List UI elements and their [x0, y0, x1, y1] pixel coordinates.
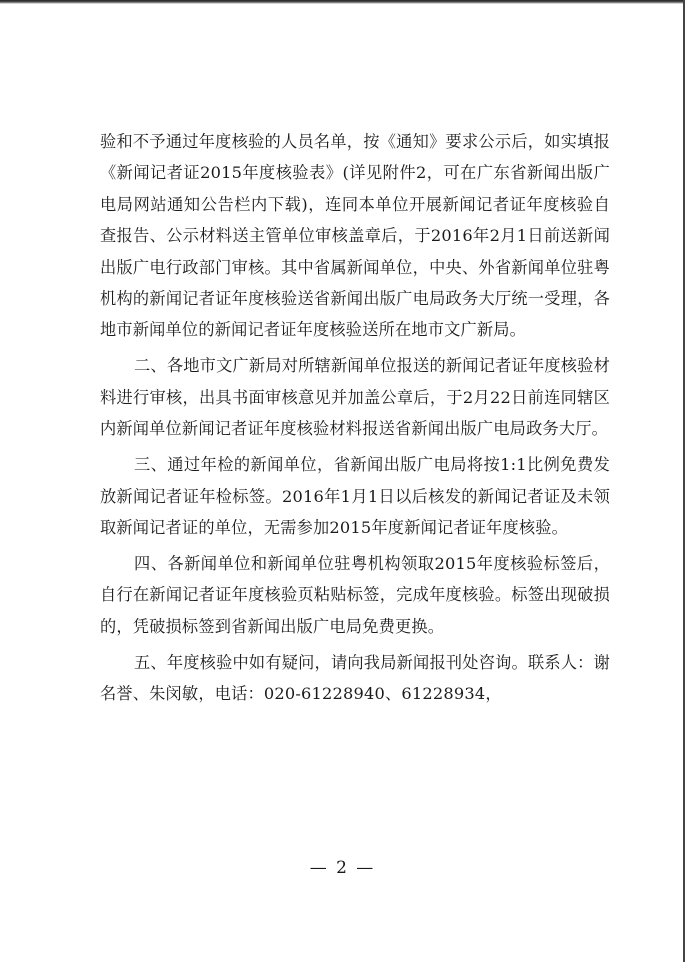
document-body — [100, 126, 610, 710]
scan-border-top — [0, 0, 685, 4]
paragraph-item-4: 四、各新闻单位和新闻单位驻粤机构领取2015年度核验标签后，自行在新闻记者证年度核验页粘贴标签，完成年度核验。标签出现破损的，凭破损标签到省新闻出版广电局免费更换。 — [100, 554, 610, 636]
paragraph-item-2: 二、各地市文广新局对所辖新闻单位报送的新闻记者证年度核验材料进行审核，出具书面审核意见并加盖公章后，于2月22日前连同辖区内新闻单位新闻记者证年度核验材料报送省新闻出版广电局政务大厅。 — [100, 356, 610, 439]
page-number: — 2 — — [309, 858, 376, 878]
paragraph-continued: 验和不予通过年度核验的人员名单，按《通知》要求公示后，如实填报《新闻记者证2015年度核验表》(详见附件2，可在广东省新闻出版广电局网站通知公告栏内下载)，连同本单位开展新闻记者证年度核验自查报告、公示材料送主管单位审核盖章后，于2016年2月1日前送新闻出版广电行政部门审核。其中省属新闻单位，中央、外省新闻单位驻粤机构的新闻记者证年度核验送省新闻出版广电局政务大厅统一受理，各地市新闻单位的新闻记者证年度核验送所在地市文广新局。 — [100, 132, 610, 340]
paragraph-item-3: 三、通过年检的新闻单位，省新闻出版广电局将按1:1比例免费发放新闻记者证年检标签。2016年1月1日以后核发的新闻记者证及未领取新闻记者证的单位，无需参加2015年度新闻记者证年度核验。 — [100, 455, 610, 538]
paragraph-item-5: 五、年度核验中如有疑问，请向我局新闻报刊处咨询。联系人：谢名誉、朱闵敏，电话：020-61228940、61228934， — [100, 652, 610, 704]
